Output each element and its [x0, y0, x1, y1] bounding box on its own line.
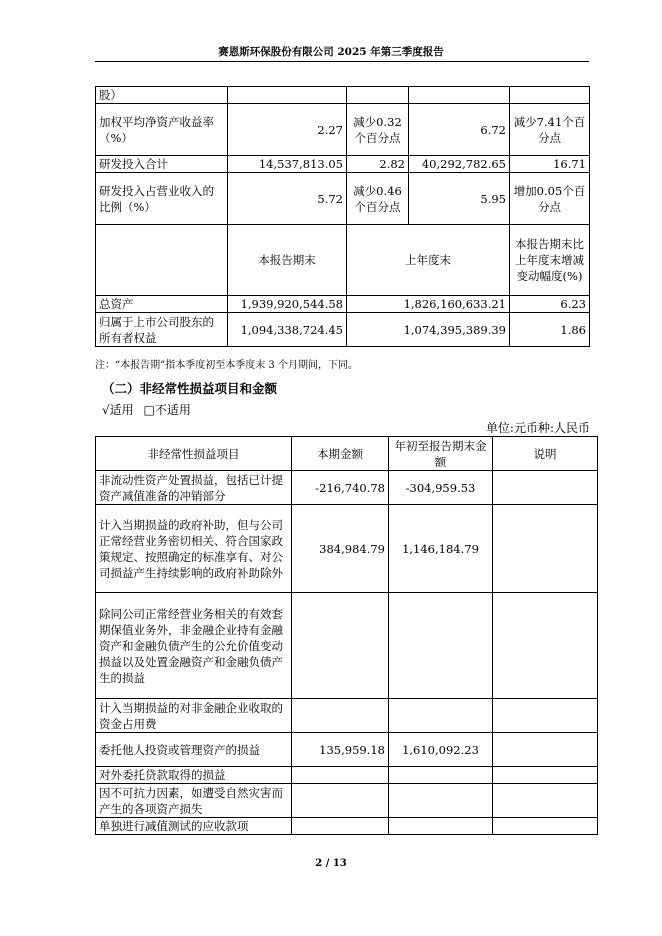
applicable-checked-option: √适用 — [102, 403, 134, 417]
cell-value: 6.72 — [409, 104, 510, 156]
cell-value — [389, 593, 493, 699]
row-label: 归属于上市公司股东的所有者权益 — [96, 313, 228, 347]
cell-value: 减少7.41个百分点 — [510, 104, 590, 156]
table-row — [96, 733, 598, 767]
column-header: 说明 — [493, 437, 598, 471]
item-label: 委托他人投资或管理资产的损益 — [96, 733, 292, 767]
table-subheader-row — [96, 225, 590, 296]
cell-value — [292, 699, 389, 733]
item-label: 单独进行减值测试的应收款项 — [96, 818, 292, 835]
table-row — [96, 784, 598, 818]
cell-value — [493, 505, 598, 593]
cell-value: 1,094,338,724.45 — [228, 313, 347, 347]
cell-value — [292, 593, 389, 699]
cell-value — [493, 733, 598, 767]
table-footnote: 注：“本报告期”指本季度初至本季度末 3 个月期间，下同。 — [95, 360, 358, 371]
table-row — [96, 296, 590, 313]
cell-value: 2.82 — [347, 156, 409, 173]
table-row — [96, 156, 590, 173]
column-header: 本报告期末比上年度末增减变动幅度(%) — [510, 225, 590, 296]
cell-value — [493, 593, 598, 699]
cell-value: 1,826,160,633.21 — [347, 296, 510, 313]
cell-value — [389, 784, 493, 818]
cell-value — [389, 699, 493, 733]
cell-value: 5.72 — [228, 173, 347, 225]
column-header: 上年度末 — [347, 225, 510, 296]
cell-value: 5.95 — [409, 173, 510, 225]
cell — [228, 87, 347, 104]
table-header-row — [96, 437, 598, 471]
financial-indicators-table — [95, 86, 590, 347]
row-label: 加权平均净资产收益率（%） — [96, 104, 228, 156]
column-header: 本期金额 — [292, 437, 389, 471]
non-recurring-items-table — [95, 436, 598, 835]
applicability-options — [102, 401, 197, 418]
cell-value — [389, 767, 493, 784]
table-row — [96, 699, 598, 733]
cell-value: 6.23 — [510, 296, 590, 313]
table-row — [96, 767, 598, 784]
page-number: 2 / 13 — [315, 858, 347, 869]
cell-value: 14,537,813.05 — [228, 156, 347, 173]
table-row — [96, 818, 598, 835]
cell-value: 减少0.32个百分点 — [347, 104, 409, 156]
cell-value — [493, 784, 598, 818]
cell-value: 1,146,184.79 — [389, 505, 493, 593]
table-row — [96, 505, 598, 593]
cell-value — [292, 784, 389, 818]
column-header: 年初至报告期末金额 — [389, 437, 493, 471]
row-label: 研发投入合计 — [96, 156, 228, 173]
row-label: 股） — [96, 87, 228, 104]
cell-value — [493, 767, 598, 784]
cell-value — [493, 818, 598, 835]
column-header: 本报告期末 — [228, 225, 347, 296]
cell-value: 384,984.79 — [292, 505, 389, 593]
cell — [347, 87, 409, 104]
empty-cell — [96, 225, 228, 296]
cell-value: 40,292,782.65 — [409, 156, 510, 173]
item-label: 对外委托贷款取得的损益 — [96, 767, 292, 784]
header-divider — [95, 61, 589, 62]
cell — [409, 87, 510, 104]
cell-value: -216,740.78 — [292, 471, 389, 505]
cell-value: 2.27 — [228, 104, 347, 156]
cell-value: 减少0.46个百分点 — [347, 173, 409, 225]
table-row — [96, 471, 598, 505]
cell-value: 16.71 — [510, 156, 590, 173]
section-heading: （二）非经常性损益项目和金额 — [102, 381, 278, 396]
row-label: 研发投入占营业收入的比例（%） — [96, 173, 228, 225]
cell-value — [493, 699, 598, 733]
item-label: 计入当期损益的对非金融企业收取的资金占用费 — [96, 699, 292, 733]
cell-value: 1.86 — [510, 313, 590, 347]
unit-label: 单位:元币种:人民币 — [485, 421, 590, 435]
cell-value: 1,074,395,389.39 — [347, 313, 510, 347]
table-row — [96, 173, 590, 225]
table-row — [96, 87, 590, 104]
item-label: 非流动性资产处置损益，包括已计提资产减值准备的冲销部分 — [96, 471, 292, 505]
item-label: 计入当期损益的政府补助，但与公司正常经营业务密切相关、符合国家政策规定、按照确定的标准享有、对公司损益产生持续影响的政府补助除外 — [96, 505, 292, 593]
table-row — [96, 593, 598, 699]
item-label: 除同公司正常经营业务相关的有效套期保值业务外，非金融企业持有金融资产和金融负债产生的公允价值变动损益以及处置金融资产和金融负债产生的损益 — [96, 593, 292, 699]
table-row — [96, 104, 590, 156]
column-header: 非经常性损益项目 — [96, 437, 292, 471]
cell-value: 1,939,920,544.58 — [228, 296, 347, 313]
report-header-title: 赛恩斯环保股份有限公司 2025 年第三季度报告 — [218, 46, 444, 58]
cell-value — [292, 818, 389, 835]
cell-value — [292, 767, 389, 784]
cell-value: 增加0.05个百分点 — [510, 173, 590, 225]
table-row — [96, 313, 590, 347]
cell-value — [493, 471, 598, 505]
cell-value — [389, 818, 493, 835]
item-label: 因不可抗力因素，如遭受自然灾害而产生的各项资产损失 — [96, 784, 292, 818]
cell-value: -304,959.53 — [389, 471, 493, 505]
not-applicable-option: □不适用 — [143, 403, 191, 417]
cell — [510, 87, 590, 104]
row-label: 总资产 — [96, 296, 228, 313]
cell-value: 135,959.18 — [292, 733, 389, 767]
cell-value: 1,610,092.23 — [389, 733, 493, 767]
